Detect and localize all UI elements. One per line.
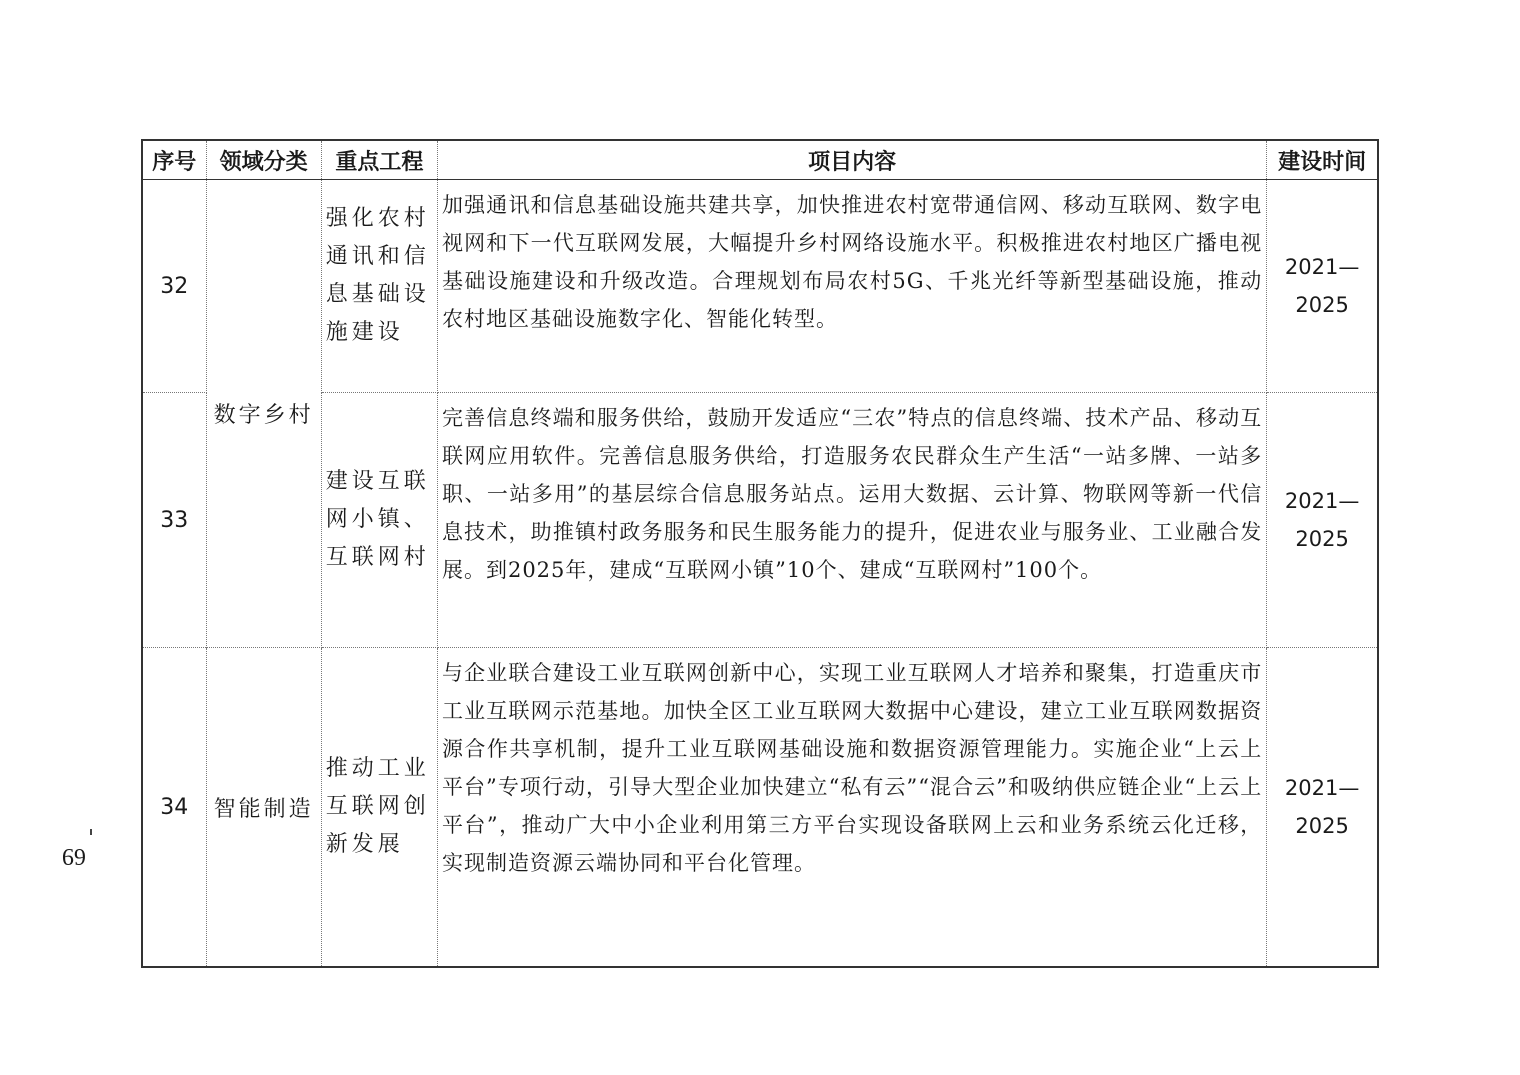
row-seq: 33 [142,393,206,648]
row-time [1267,393,1378,648]
header-time: 建设时间 [1267,140,1378,180]
row-project: 强化农村通讯和信息基础设施建设 [321,180,437,393]
row-content: 完善信息终端和服务供给，鼓励开发适应“三农”特点的信息终端、技术产品、移动互联网应用软件。完善信息服务供给，打造服务农民群众生产生活“一站多牌、一站多职、一站多用”的基层综合信息服务站点。运用大数据、云计算、物联网等新一代信息技术，助推镇村政务服务和民生服务能力的提升，促进农业与服务业、工业融合发展。到2025年，建成“互联网小镇”10个、建成“互联网村”100个。 [437,393,1266,648]
row-content: 与企业联合建设工业互联网创新中心，实现工业互联网人才培养和聚集，打造重庆市工业互联网示范基地。加快全区工业互联网大数据中心建设，建立工业互联网数据资源合作共享机制，提升工业互联网基础设施和数据资源管理能力。实施企业“上云上平台”专项行动，引导大型企业加快建立“私有云”“混合云”和吸纳供应链企业“上云上平台”，推动广大中小企业利用第三方平台实现设备联网上云和业务系统云化迁移，实现制造资源云端协同和平台化管理。 [437,648,1266,968]
table-row [142,180,1378,393]
row-content: 加强通讯和信息基础设施共建共享，加快推进农村宽带通信网、移动互联网、数字电视网和下一代互联网发展，大幅提升乡村网络设施水平。积极推进农村地区广播电视基础设施建设和升级改造。合理规划布局农村5G、千兆光纤等新型基础设施，推动农村地区基础设施数字化、智能化转型。 [437,180,1266,393]
header-field: 领域分类 [206,140,321,180]
row-seq: 34 [142,648,206,968]
row-time-start: 2021— [1284,255,1360,279]
row-time-end: 2025 [1295,814,1349,838]
page-number: 69 [62,843,86,869]
page-number-tick [90,829,92,835]
header-content: 项目内容 [437,140,1266,180]
row-field: 智能制造 [206,648,321,968]
table-row [142,393,1378,648]
row-time-start: 2021— [1284,489,1360,513]
row-field: 数字乡村 [206,180,321,648]
row-time [1267,648,1378,968]
row-seq: 32 [142,180,206,393]
row-time-start: 2021— [1284,776,1360,800]
header-seq: 序号 [142,140,206,180]
header-project: 重点工程 [321,140,437,180]
row-time [1267,180,1378,393]
table-header-row [142,140,1378,180]
table-row [142,648,1378,968]
row-project: 推动工业互联网创新发展 [321,648,437,968]
row-project: 建设互联网小镇、互联网村 [321,393,437,648]
row-time-end: 2025 [1295,293,1349,317]
row-time-end: 2025 [1295,527,1349,551]
project-table [141,139,1379,968]
